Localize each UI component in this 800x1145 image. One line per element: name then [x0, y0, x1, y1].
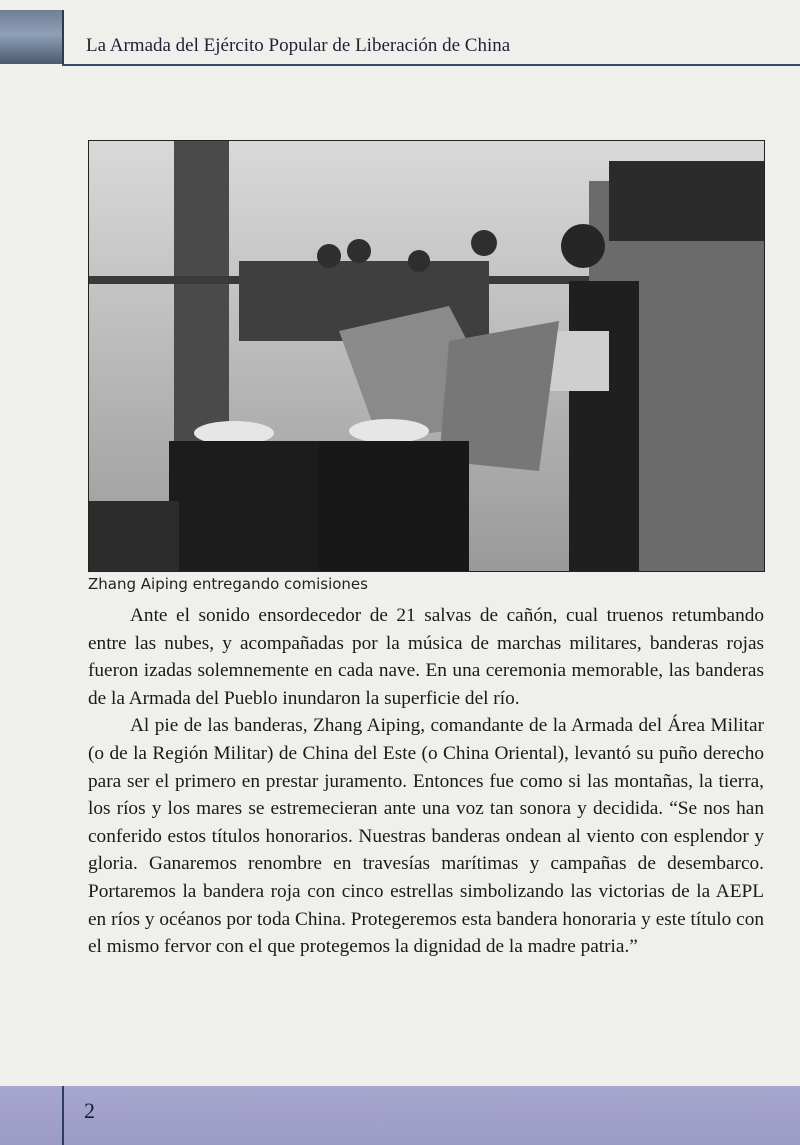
paragraph: Al pie de las banderas, Zhang Aiping, comandante de la Armada del Área Militar (o de la Región Militar) de China del Este (o China Oriental), levantó su puño derecho para ser el primero en prestar juramento. Entonces fue como si las montañas, la tierra, los ríos y los mares se estremecieran ante una voz tan sonora y decidida. “Se nos han conferido estos títulos honorarios. Nuestras banderas ondean al viento con esplendor y gloria. Ganaremos renombre en travesías marítimas y campañas de desembarco. Portaremos la bandera roja con cinco estrellas simbolizando las victorias de la AEPL en ríos y océanos por toda China. Protegeremos esta bandera honoraria y este título con el mismo fervor con el que protegemos la dignidad de la madre patria.” — [88, 715, 764, 958]
page-number: 2 — [84, 1098, 95, 1123]
footer-rule — [62, 1086, 64, 1145]
header-rule — [62, 64, 800, 66]
photo-caption: Zhang Aiping entregando comisiones — [88, 575, 368, 593]
ceremony-photo — [88, 140, 765, 572]
paragraph: Ante el sonido ensordecedor de 21 salvas de cañón, cual truenos retumbando entre las nubes, y acompañadas por la música de marchas militares, banderas rojas fueron izadas solemnemente en cada nave. En una ceremonia memorable, las banderas de la Armada del Pueblo inundaron la superficie del río. — [88, 605, 764, 709]
page-footer — [0, 1086, 800, 1145]
page-header — [0, 0, 800, 64]
warship-thumbnail-icon — [0, 10, 64, 64]
body-text — [88, 602, 764, 961]
running-title: La Armada del Ejército Popular de Liberación de China — [86, 35, 511, 56]
